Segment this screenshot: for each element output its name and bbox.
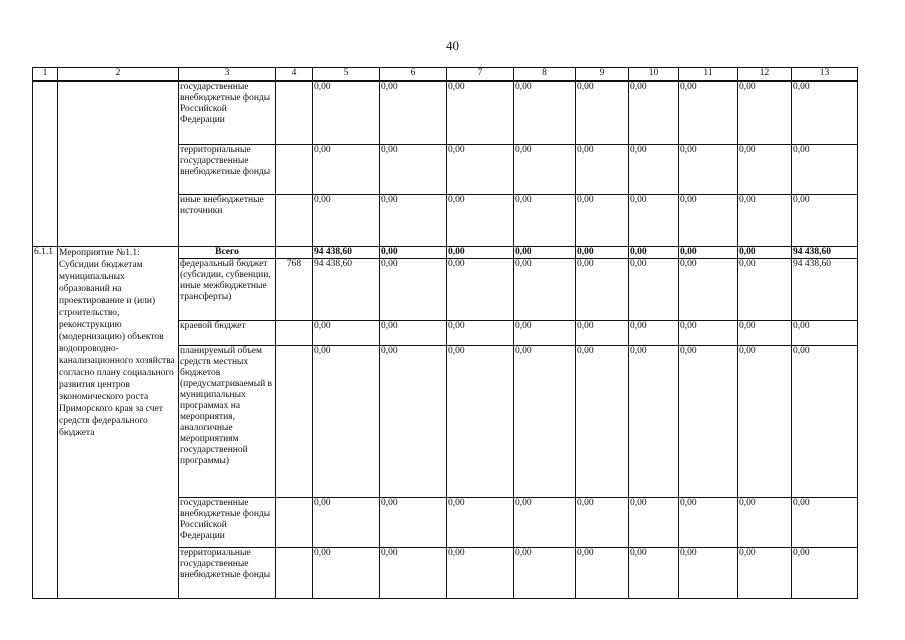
value-cell: 0,00 [313,320,380,345]
value-cell: 0,00 [738,497,792,547]
header-cell: 11 [679,68,738,82]
value-cell: 0,00 [738,246,792,258]
value-cell: 0,00 [629,81,679,144]
grbs-cell [276,81,313,144]
header-cell: 7 [447,68,514,82]
value-cell: 0,00 [738,81,792,144]
header-cell: 8 [514,68,576,82]
page-number: 40 [446,38,459,53]
source-cell: краевой бюджет [179,320,276,345]
value-cell: 0,00 [629,144,679,194]
value-cell: 0,00 [629,194,679,246]
value-cell: 0,00 [514,345,576,497]
header-row [33,68,858,82]
value-cell: 0,00 [738,144,792,194]
value-cell: 0,00 [576,144,629,194]
value-cell: 0,00 [313,81,380,144]
value-cell: 0,00 [447,258,514,320]
value-cell: 0,00 [380,246,447,258]
value-cell: 0,00 [629,320,679,345]
source-cell: планируемый объем средств местных бюджетов (предусматриваемый в муниципальных программах на мероприятия, аналогичные мероприятиям государственной программы) [179,345,276,497]
value-cell: 0,00 [792,81,858,144]
header-cell: 6 [380,68,447,82]
header-cell: 1 [33,68,58,82]
header-cell: 9 [576,68,629,82]
value-cell: 0,00 [629,547,679,598]
header-cell: 12 [738,68,792,82]
header-cell: 2 [58,68,179,82]
value-cell: 0,00 [514,81,576,144]
value-cell: 0,00 [514,320,576,345]
value-cell: 0,00 [679,194,738,246]
grbs-cell [276,497,313,547]
value-cell: 0,00 [679,81,738,144]
value-cell: 0,00 [514,144,576,194]
value-cell: 0,00 [380,497,447,547]
source-cell: федеральный бюджет (субсидии, субвенции, иные межбюджетные трансферты) [179,258,276,320]
value-cell: 0,00 [447,345,514,497]
value-cell: 0,00 [514,258,576,320]
value-cell: 0,00 [629,497,679,547]
header-cell: 4 [276,68,313,82]
value-cell: 0,00 [313,194,380,246]
value-cell: 0,00 [447,81,514,144]
value-cell: 0,00 [792,320,858,345]
measure-name: Мероприятие №1.1: Субсидии бюджетам муниципальных образований на проектирование и (или) строительство, реконструкцию (модернизацию) объектов водопроводно-канализационного хозяйства согласно плану социального развития центров экономического роста Приморского края за счет средств федерального бюджета [58,246,179,598]
value-cell: 0,00 [313,497,380,547]
source-cell: государственные внебюджетные фонды Российской Федерации [179,497,276,547]
value-cell: 0,00 [629,345,679,497]
value-cell: 0,00 [576,81,629,144]
value-cell: 0,00 [380,320,447,345]
value-cell: 0,00 [313,547,380,598]
value-cell: 94 438,60 [792,246,858,258]
value-cell: 0,00 [576,345,629,497]
value-cell: 0,00 [738,345,792,497]
value-cell: 0,00 [576,194,629,246]
value-cell: 0,00 [313,144,380,194]
value-cell: 0,00 [576,497,629,547]
value-cell: 0,00 [629,258,679,320]
value-cell: 0,00 [576,320,629,345]
value-cell: 0,00 [792,194,858,246]
value-cell: 0,00 [380,258,447,320]
value-cell: 0,00 [738,194,792,246]
name-cell [58,81,179,246]
budget-table [32,67,858,599]
value-cell: 0,00 [447,246,514,258]
value-cell: 0,00 [380,81,447,144]
grbs-cell [276,194,313,246]
value-cell: 0,00 [313,345,380,497]
code-cell [33,81,58,246]
value-cell: 0,00 [576,246,629,258]
value-cell: 0,00 [380,345,447,497]
value-cell: 0,00 [514,497,576,547]
value-cell: 0,00 [792,345,858,497]
value-cell: 0,00 [380,194,447,246]
value-cell: 0,00 [380,547,447,598]
value-cell: 0,00 [447,497,514,547]
value-cell: 0,00 [447,547,514,598]
value-cell: 0,00 [576,258,629,320]
grbs-cell [276,547,313,598]
value-cell: 0,00 [447,144,514,194]
header-cell: 13 [792,68,858,82]
value-cell: 0,00 [738,258,792,320]
source-cell: иные внебюджетные источники [179,194,276,246]
value-cell: 94 438,60 [313,258,380,320]
value-cell: 0,00 [792,497,858,547]
value-cell: 0,00 [679,258,738,320]
value-cell: 0,00 [380,144,447,194]
header-cell: 3 [179,68,276,82]
value-cell: 0,00 [679,547,738,598]
value-cell: 94 438,60 [792,258,858,320]
table-row-total [33,246,858,258]
value-cell: 0,00 [679,320,738,345]
value-cell: 0,00 [679,246,738,258]
value-cell: 0,00 [629,246,679,258]
grbs-cell [276,345,313,497]
value-cell: 0,00 [738,320,792,345]
header-cell: 5 [313,68,380,82]
value-cell: 0,00 [514,246,576,258]
value-cell: 0,00 [447,320,514,345]
table-row [33,81,858,144]
value-cell: 0,00 [514,194,576,246]
header-cell: 10 [629,68,679,82]
value-cell: 94 438,60 [313,246,380,258]
grbs-cell [276,246,313,258]
value-cell: 0,00 [447,194,514,246]
value-cell: 0,00 [576,547,629,598]
grbs-cell [276,144,313,194]
value-cell: 0,00 [738,547,792,598]
measure-code: 6.1.1 [33,246,58,598]
value-cell: 0,00 [514,547,576,598]
value-cell: 0,00 [679,144,738,194]
source-cell: государственные внебюджетные фонды Российской Федерации [179,81,276,144]
value-cell: 0,00 [792,144,858,194]
value-cell: 0,00 [679,497,738,547]
source-cell: территориальные государственные внебюджетные фонды [179,547,276,598]
source-cell: территориальные государственные внебюджетные фонды [179,144,276,194]
value-cell: 0,00 [792,547,858,598]
grbs-cell: 768 [276,258,313,320]
value-cell: 0,00 [679,345,738,497]
grbs-cell [276,320,313,345]
source-cell: Всего [179,246,276,258]
